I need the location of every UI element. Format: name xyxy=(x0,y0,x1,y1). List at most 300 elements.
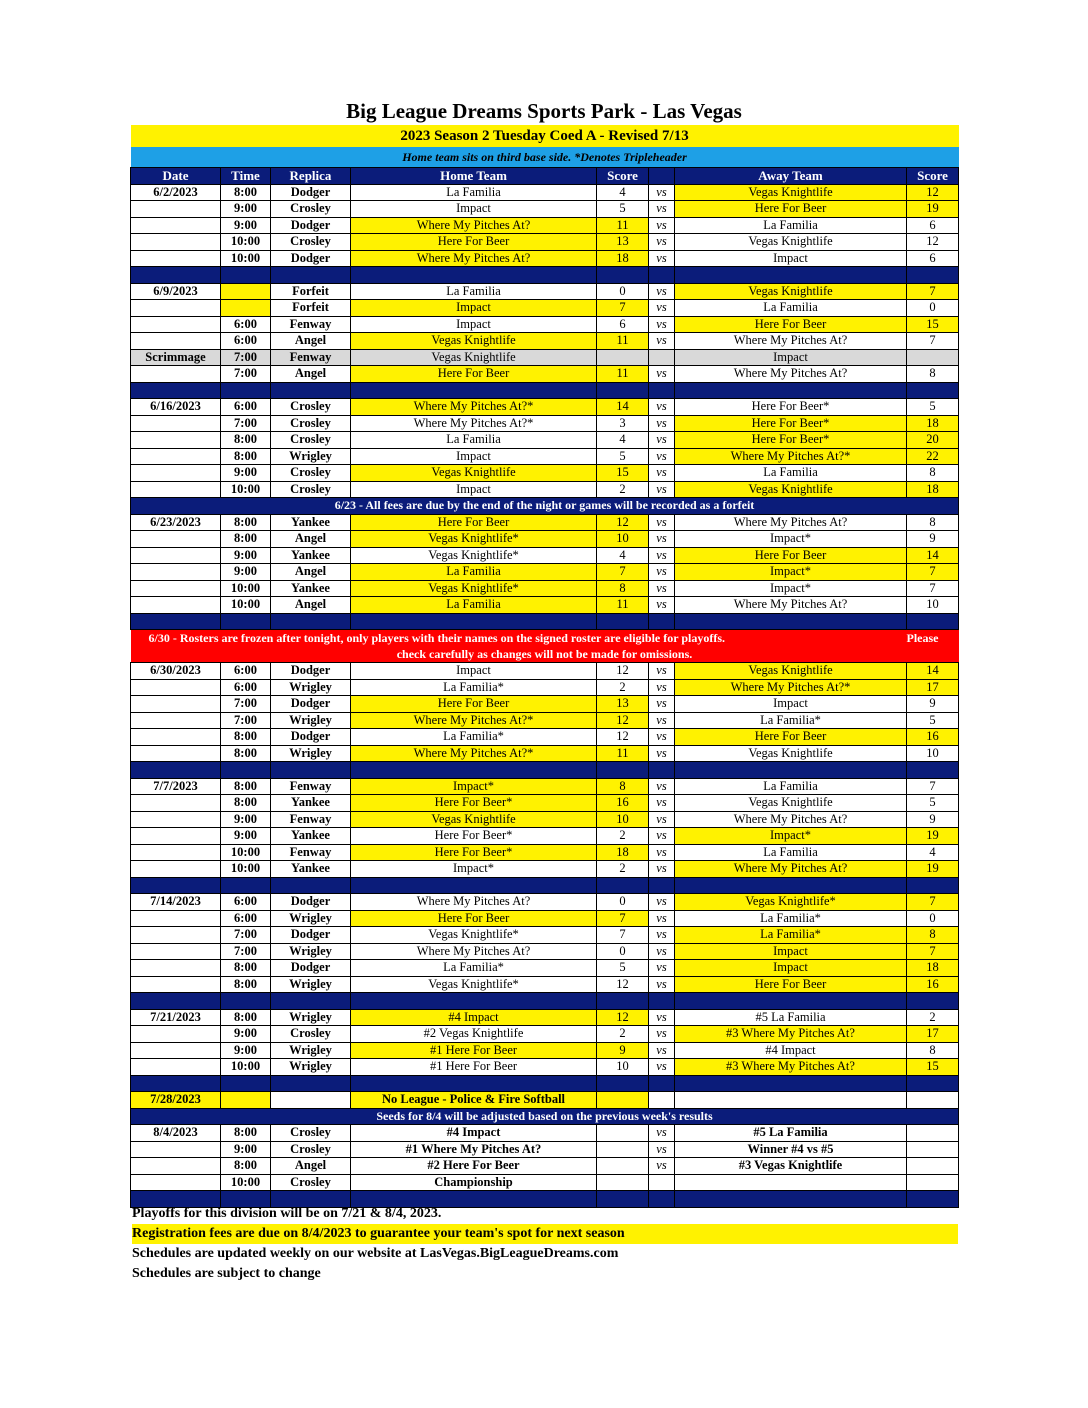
time-cell: 6:00 xyxy=(221,679,271,696)
replica-cell: Crosley xyxy=(271,1141,351,1158)
home-team-cell: Vegas Knightlife xyxy=(351,349,597,366)
separator-cell xyxy=(649,877,675,894)
game-row xyxy=(131,580,959,597)
away-team-cell: Impact* xyxy=(675,531,907,548)
date-cell xyxy=(131,910,221,927)
vs-cell: vs xyxy=(649,894,675,911)
game-row xyxy=(131,283,959,300)
week-separator xyxy=(131,267,959,284)
away-score-cell: 8 xyxy=(907,366,959,383)
game-row xyxy=(131,531,959,548)
home-score-cell: 12 xyxy=(597,712,649,729)
game-row xyxy=(131,861,959,878)
vs-cell: vs xyxy=(649,481,675,498)
vs-cell: vs xyxy=(649,1042,675,1059)
home-team-cell: Where My Pitches At?* xyxy=(351,712,597,729)
separator-cell xyxy=(675,993,907,1010)
home-team-cell: Where My Pitches At? xyxy=(351,894,597,911)
home-score-cell: 12 xyxy=(597,729,649,746)
time-cell: 10:00 xyxy=(221,597,271,614)
replica-cell: Crosley xyxy=(271,432,351,449)
away-score-cell: 8 xyxy=(907,514,959,531)
vs-cell: vs xyxy=(649,547,675,564)
time-cell: 7:00 xyxy=(221,696,271,713)
time-cell: 9:00 xyxy=(221,811,271,828)
away-team-cell: Impact xyxy=(675,250,907,267)
replica-cell: Forfeit xyxy=(271,300,351,317)
separator-cell xyxy=(597,877,649,894)
separator-cell xyxy=(131,877,221,894)
time-cell: 10:00 xyxy=(221,1174,271,1191)
game-row xyxy=(131,976,959,993)
home-team-cell: Where My Pitches At?* xyxy=(351,415,597,432)
home-team-cell: Here For Beer xyxy=(351,514,597,531)
home-team-cell: #1 Here For Beer xyxy=(351,1059,597,1076)
time-cell: 8:00 xyxy=(221,795,271,812)
home-team-cell: Vegas Knightlife* xyxy=(351,547,597,564)
vs-cell: vs xyxy=(649,861,675,878)
time-cell: 8:00 xyxy=(221,1009,271,1026)
separator-cell xyxy=(131,993,221,1010)
date-cell: 6/2/2023 xyxy=(131,184,221,201)
col-header-date: Date xyxy=(131,168,221,185)
away-score-cell: 18 xyxy=(907,481,959,498)
home-team-cell: Impact xyxy=(351,481,597,498)
replica-cell: Crosley xyxy=(271,1174,351,1191)
date-cell: 8/4/2023 xyxy=(131,1125,221,1142)
vs-cell: vs xyxy=(649,960,675,977)
rosters-banner-line-1 xyxy=(131,630,959,647)
date-cell xyxy=(131,927,221,944)
game-row xyxy=(131,564,959,581)
time-cell: 9:00 xyxy=(221,1141,271,1158)
game-row xyxy=(131,465,959,482)
separator-cell xyxy=(271,613,351,630)
home-team-cell: Vegas Knightlife* xyxy=(351,927,597,944)
separator-cell xyxy=(221,993,271,1010)
vs-cell: vs xyxy=(649,811,675,828)
separator-cell xyxy=(597,993,649,1010)
date-cell xyxy=(131,1158,221,1175)
date-cell xyxy=(131,960,221,977)
time-cell xyxy=(221,283,271,300)
away-team-cell: Vegas Knightlife xyxy=(675,795,907,812)
home-score-cell: 2 xyxy=(597,679,649,696)
time-cell: 8:00 xyxy=(221,514,271,531)
date-cell: 6/9/2023 xyxy=(131,283,221,300)
game-row xyxy=(131,795,959,812)
vs-cell: vs xyxy=(649,415,675,432)
date-cell xyxy=(131,943,221,960)
vs-cell: vs xyxy=(649,580,675,597)
vs-cell: vs xyxy=(649,448,675,465)
home-score-cell: 16 xyxy=(597,795,649,812)
home-team-cell: La Familia* xyxy=(351,679,597,696)
away-score-cell: 14 xyxy=(907,663,959,680)
game-row xyxy=(131,234,959,251)
away-team-cell: La Familia* xyxy=(675,910,907,927)
home-team-cell: Where My Pitches At? xyxy=(351,217,597,234)
replica-cell: Dodger xyxy=(271,894,351,911)
vs-cell: vs xyxy=(649,910,675,927)
time-cell: 6:00 xyxy=(221,663,271,680)
away-team-cell xyxy=(675,1174,907,1191)
vs-cell: vs xyxy=(649,927,675,944)
vs-cell: vs xyxy=(649,1125,675,1142)
home-score-cell: 12 xyxy=(597,663,649,680)
separator-cell xyxy=(649,613,675,630)
time-cell: 7:00 xyxy=(221,943,271,960)
replica-cell: Crosley xyxy=(271,201,351,218)
separator-cell xyxy=(271,382,351,399)
replica-cell: Dodger xyxy=(271,927,351,944)
away-score-cell xyxy=(907,1092,959,1109)
date-cell: Scrimmage xyxy=(131,349,221,366)
date-cell xyxy=(131,811,221,828)
home-score-cell xyxy=(597,1158,649,1175)
away-score-cell: 10 xyxy=(907,597,959,614)
game-row xyxy=(131,1042,959,1059)
away-team-cell: Here For Beer xyxy=(675,976,907,993)
game-row xyxy=(131,514,959,531)
game-row xyxy=(131,745,959,762)
col-header-replica: Replica xyxy=(271,168,351,185)
vs-cell: vs xyxy=(649,745,675,762)
replica-cell: Wrigley xyxy=(271,976,351,993)
replica-cell: Wrigley xyxy=(271,712,351,729)
separator-cell xyxy=(351,382,597,399)
game-row xyxy=(131,910,959,927)
home-team-cell: Here For Beer* xyxy=(351,828,597,845)
replica-cell: Crosley xyxy=(271,399,351,416)
vs-cell: vs xyxy=(649,679,675,696)
date-cell xyxy=(131,234,221,251)
away-score-cell: 0 xyxy=(907,300,959,317)
date-cell xyxy=(131,696,221,713)
col-header-home-team: Home Team xyxy=(351,168,597,185)
game-row xyxy=(131,399,959,416)
replica-cell: Wrigley xyxy=(271,1009,351,1026)
vs-cell xyxy=(649,1092,675,1109)
game-row xyxy=(131,894,959,911)
replica-cell: Crosley xyxy=(271,481,351,498)
home-score-cell: 12 xyxy=(597,976,649,993)
date-cell xyxy=(131,564,221,581)
separator-cell xyxy=(649,993,675,1010)
change-note: Schedules are subject to change xyxy=(132,1266,321,1281)
replica-cell: Wrigley xyxy=(271,910,351,927)
date-cell xyxy=(131,366,221,383)
page-title: Big League Dreams Sports Park - Las Vegas xyxy=(346,99,742,123)
home-team-cell: Where My Pitches At?* xyxy=(351,399,597,416)
away-team-cell: Here For Beer xyxy=(675,547,907,564)
fees-banner-row xyxy=(131,498,959,515)
separator-cell xyxy=(649,762,675,779)
time-cell: 9:00 xyxy=(221,828,271,845)
separator-cell xyxy=(221,382,271,399)
separator-cell xyxy=(271,1075,351,1092)
game-row xyxy=(131,300,959,317)
time-cell: 6:00 xyxy=(221,333,271,350)
home-score-cell: 10 xyxy=(597,811,649,828)
separator-cell xyxy=(351,267,597,284)
website-note: Schedules are updated weekly on our website at LasVegas.BigLeagueDreams.com xyxy=(132,1246,619,1261)
rosters-banner-row xyxy=(131,630,959,647)
home-team-cell: No League - Police & Fire Softball xyxy=(351,1092,597,1109)
home-score-cell: 0 xyxy=(597,894,649,911)
time-cell xyxy=(221,300,271,317)
date-cell xyxy=(131,547,221,564)
season-subtitle: 2023 Season 2 Tuesday Coed A - Revised 7/13 xyxy=(131,125,959,147)
separator-cell xyxy=(907,1075,959,1092)
away-team-cell: La Familia* xyxy=(675,712,907,729)
away-team-cell: Impact xyxy=(675,349,907,366)
separator-cell xyxy=(907,877,959,894)
game-row xyxy=(131,366,959,383)
game-row xyxy=(131,316,959,333)
home-score-cell: 4 xyxy=(597,184,649,201)
game-row xyxy=(131,1026,959,1043)
separator-cell xyxy=(907,762,959,779)
date-cell xyxy=(131,745,221,762)
game-row xyxy=(131,663,959,680)
vs-cell: vs xyxy=(649,778,675,795)
rosters-banner-text: 6/30 - Rosters are frozen after tonight, only players with their names on the signed roster are eligible for playoffs. xyxy=(148,630,725,645)
away-team-cell: Here For Beer* xyxy=(675,415,907,432)
time-cell: 9:00 xyxy=(221,217,271,234)
date-cell xyxy=(131,1026,221,1043)
home-score-cell: 6 xyxy=(597,316,649,333)
away-score-cell xyxy=(907,1141,959,1158)
game-row xyxy=(131,927,959,944)
separator-cell xyxy=(221,267,271,284)
rosters-banner-please: Please xyxy=(906,630,939,645)
home-score-cell: 2 xyxy=(597,861,649,878)
away-score-cell: 17 xyxy=(907,1026,959,1043)
away-score-cell: 20 xyxy=(907,432,959,449)
away-score-cell: 16 xyxy=(907,729,959,746)
replica-cell: Crosley xyxy=(271,1026,351,1043)
time-cell: 6:00 xyxy=(221,316,271,333)
date-cell xyxy=(131,333,221,350)
home-score-cell: 7 xyxy=(597,564,649,581)
home-team-cell: Impact xyxy=(351,663,597,680)
away-score-cell: 7 xyxy=(907,778,959,795)
away-score-cell xyxy=(907,1174,959,1191)
home-score-cell: 10 xyxy=(597,531,649,548)
away-score-cell: 7 xyxy=(907,580,959,597)
away-score-cell: 19 xyxy=(907,828,959,845)
time-cell: 8:00 xyxy=(221,960,271,977)
replica-cell: Wrigley xyxy=(271,679,351,696)
home-team-cell: Impact* xyxy=(351,778,597,795)
home-score-cell xyxy=(597,1174,649,1191)
game-row xyxy=(131,250,959,267)
separator-cell xyxy=(131,267,221,284)
vs-cell: vs xyxy=(649,217,675,234)
home-team-cell: Where My Pitches At? xyxy=(351,943,597,960)
home-team-cell: #1 Where My Pitches At? xyxy=(351,1141,597,1158)
time-cell: 8:00 xyxy=(221,531,271,548)
replica-cell: Dodger xyxy=(271,729,351,746)
away-score-cell xyxy=(907,349,959,366)
away-team-cell: #5 La Familia xyxy=(675,1125,907,1142)
time-cell: 8:00 xyxy=(221,184,271,201)
date-cell xyxy=(131,580,221,597)
vs-cell: vs xyxy=(649,333,675,350)
home-score-cell xyxy=(597,349,649,366)
home-score-cell: 4 xyxy=(597,547,649,564)
away-team-cell xyxy=(675,1092,907,1109)
away-score-cell: 15 xyxy=(907,1059,959,1076)
separator-cell xyxy=(907,613,959,630)
home-score-cell: 7 xyxy=(597,300,649,317)
away-team-cell: Where My Pitches At? xyxy=(675,366,907,383)
away-team-cell: Impact* xyxy=(675,564,907,581)
date-cell xyxy=(131,679,221,696)
away-team-cell: Impact* xyxy=(675,828,907,845)
week-separator xyxy=(131,993,959,1010)
date-cell xyxy=(131,217,221,234)
date-cell xyxy=(131,300,221,317)
replica-cell: Fenway xyxy=(271,349,351,366)
home-team-cell: Vegas Knightlife xyxy=(351,465,597,482)
vs-cell: vs xyxy=(649,234,675,251)
time-cell xyxy=(221,1092,271,1109)
time-cell: 10:00 xyxy=(221,1059,271,1076)
vs-cell: vs xyxy=(649,201,675,218)
time-cell: 10:00 xyxy=(221,481,271,498)
time-cell: 7:00 xyxy=(221,349,271,366)
home-score-cell: 2 xyxy=(597,828,649,845)
separator-cell xyxy=(351,762,597,779)
time-cell: 10:00 xyxy=(221,844,271,861)
separator-cell xyxy=(271,267,351,284)
separator-cell xyxy=(907,382,959,399)
away-team-cell: Where My Pitches At? xyxy=(675,811,907,828)
home-score-cell: 12 xyxy=(597,1009,649,1026)
game-row xyxy=(131,201,959,218)
away-team-cell: Where My Pitches At? xyxy=(675,333,907,350)
separator-cell xyxy=(221,1075,271,1092)
separator-cell xyxy=(675,1075,907,1092)
col-header-time: Time xyxy=(221,168,271,185)
date-cell: 7/28/2023 xyxy=(131,1092,221,1109)
vs-cell: vs xyxy=(649,184,675,201)
time-cell: 8:00 xyxy=(221,745,271,762)
header-row xyxy=(131,168,959,185)
week-separator xyxy=(131,762,959,779)
away-team-cell: Impact* xyxy=(675,580,907,597)
game-row xyxy=(131,448,959,465)
away-team-cell: Here For Beer xyxy=(675,201,907,218)
date-cell xyxy=(131,828,221,845)
home-score-cell: 0 xyxy=(597,283,649,300)
vs-cell: vs xyxy=(649,696,675,713)
away-score-cell: 9 xyxy=(907,531,959,548)
replica-cell: Forfeit xyxy=(271,283,351,300)
away-team-cell: Where My Pitches At?* xyxy=(675,448,907,465)
replica-cell: Angel xyxy=(271,564,351,581)
home-score-cell: 11 xyxy=(597,597,649,614)
time-cell: 7:00 xyxy=(221,712,271,729)
game-row xyxy=(131,415,959,432)
time-cell: 8:00 xyxy=(221,448,271,465)
vs-cell: vs xyxy=(649,795,675,812)
home-team-cell: Where My Pitches At?* xyxy=(351,745,597,762)
col-header-away-team: Away Team xyxy=(675,168,907,185)
replica-cell: Yankee xyxy=(271,861,351,878)
away-score-cell: 18 xyxy=(907,415,959,432)
away-team-cell: #3 Where My Pitches At? xyxy=(675,1026,907,1043)
home-team-cell: #2 Here For Beer xyxy=(351,1158,597,1175)
home-team-cell: La Familia xyxy=(351,184,597,201)
home-team-cell: Here For Beer xyxy=(351,696,597,713)
away-team-cell: La Familia xyxy=(675,778,907,795)
away-score-cell: 19 xyxy=(907,201,959,218)
away-score-cell: 6 xyxy=(907,250,959,267)
vs-cell: vs xyxy=(649,597,675,614)
vs-cell: vs xyxy=(649,531,675,548)
home-team-cell: La Familia xyxy=(351,597,597,614)
game-row xyxy=(131,1174,959,1191)
home-score-cell: 10 xyxy=(597,1059,649,1076)
time-cell: 9:00 xyxy=(221,564,271,581)
date-cell xyxy=(131,597,221,614)
replica-cell: Yankee xyxy=(271,580,351,597)
separator-cell xyxy=(675,877,907,894)
away-team-cell: Here For Beer xyxy=(675,729,907,746)
time-cell: 8:00 xyxy=(221,432,271,449)
replica-cell: Dodger xyxy=(271,663,351,680)
away-team-cell: #3 Where My Pitches At? xyxy=(675,1059,907,1076)
game-row xyxy=(131,943,959,960)
time-cell: 7:00 xyxy=(221,927,271,944)
rosters-banner-row-2 xyxy=(131,646,959,663)
date-cell xyxy=(131,316,221,333)
away-score-cell: 2 xyxy=(907,1009,959,1026)
vs-cell: vs xyxy=(649,316,675,333)
separator-cell xyxy=(131,1075,221,1092)
separator-cell xyxy=(131,382,221,399)
game-row xyxy=(131,1141,959,1158)
away-score-cell: 12 xyxy=(907,234,959,251)
seeds-banner-row xyxy=(131,1108,959,1125)
schedule-table xyxy=(130,125,959,1208)
away-score-cell xyxy=(907,1158,959,1175)
time-cell: 9:00 xyxy=(221,1026,271,1043)
replica-cell: Wrigley xyxy=(271,745,351,762)
separator-cell xyxy=(649,382,675,399)
game-row xyxy=(131,333,959,350)
away-team-cell: Vegas Knightlife xyxy=(675,745,907,762)
date-cell xyxy=(131,729,221,746)
game-row xyxy=(131,844,959,861)
vs-cell: vs xyxy=(649,1158,675,1175)
vs-cell: vs xyxy=(649,729,675,746)
home-team-cell: #1 Here For Beer xyxy=(351,1042,597,1059)
away-team-cell: Winner #4 vs #5 xyxy=(675,1141,907,1158)
away-score-cell: 18 xyxy=(907,960,959,977)
away-team-cell: Impact xyxy=(675,943,907,960)
home-score-cell: 12 xyxy=(597,514,649,531)
vs-cell: vs xyxy=(649,1141,675,1158)
col-header-home-score: Score xyxy=(597,168,649,185)
game-row xyxy=(131,481,959,498)
vs-cell: vs xyxy=(649,465,675,482)
away-team-cell: Here For Beer xyxy=(675,316,907,333)
vs-cell: vs xyxy=(649,712,675,729)
